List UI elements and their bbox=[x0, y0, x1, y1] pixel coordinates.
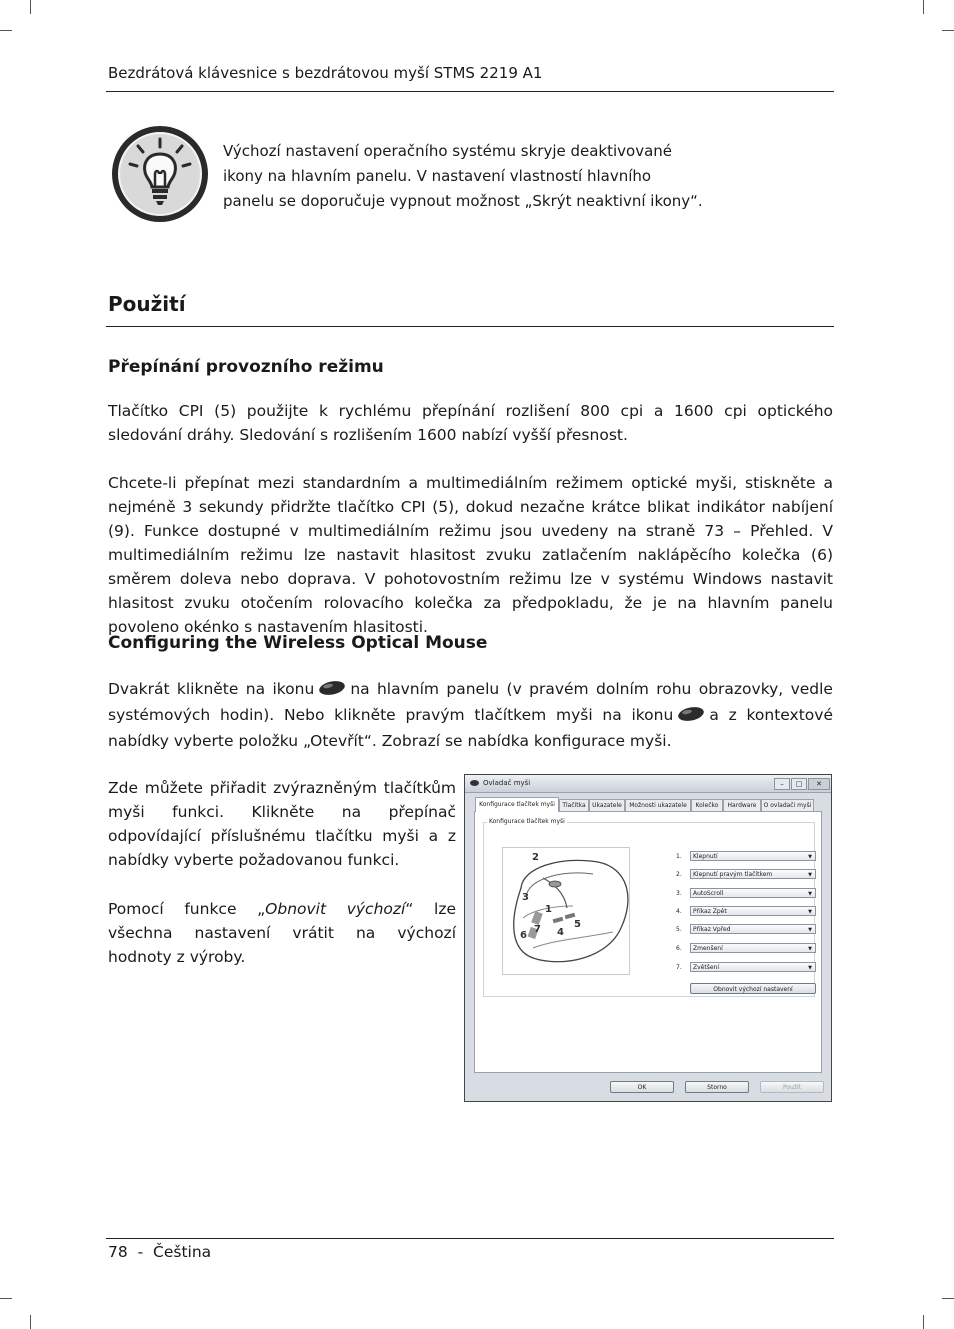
button-4-select[interactable] bbox=[690, 906, 816, 916]
crop-mark bbox=[0, 30, 12, 31]
mouse-diagram bbox=[502, 847, 630, 975]
dropdown-arrow-icon: ▼ bbox=[808, 927, 812, 933]
row-number: 5. bbox=[676, 926, 682, 933]
button-7-value: Zvětšení bbox=[693, 964, 719, 971]
lightbulb-icon bbox=[110, 124, 210, 224]
button-config-group bbox=[483, 822, 815, 997]
page-footer: 78 - Čeština bbox=[108, 1243, 212, 1261]
button-2-value: Klepnutí pravým tlačítkem bbox=[693, 871, 773, 878]
row-number: 3. bbox=[676, 890, 682, 897]
tab-button-config[interactable]: Konfigurace tlačítek myši bbox=[475, 797, 559, 812]
crop-mark bbox=[30, 0, 31, 14]
section-rule bbox=[106, 326, 834, 327]
config-text-a: Dvakrát klikněte na ikonu bbox=[108, 680, 315, 698]
dropdown-arrow-icon: ▼ bbox=[808, 965, 812, 971]
ok-button[interactable]: OK bbox=[610, 1081, 674, 1093]
mouse-label: 2 bbox=[532, 852, 539, 863]
apply-button[interactable]: Použít bbox=[760, 1081, 824, 1093]
button-5-value: Příkaz Vpřed bbox=[693, 926, 731, 933]
mode-switch-heading: Přepínání provozního režimu bbox=[108, 357, 384, 377]
close-button[interactable]: ✕ bbox=[808, 778, 830, 790]
crop-mark bbox=[0, 1298, 12, 1299]
mouse-tray-icon bbox=[677, 704, 705, 720]
dialog-titlebar bbox=[465, 775, 831, 793]
mode-switch-paragraph-2: Chcete-li přepínat mezi standardním a multimediálním režimem optické myši, stiskněte a nejméně 3 sekundy přidržte tlačítko CPI (5), dokud nezačne krátce blikat indikátor nabíjení (9). Funkce dostupné v multimediálním režimu jsou uvedeny na straně 73 – Přehled. V multimediálním režimu lze nastavit hlasitost zvuku zatlačením naklápěcího kolečka (6) směrem doleva nebo doprava. V pohotovostním režimu lze v systému Windows nastavit hlasitost zvuku otočením rolovacího kolečka za předpokladu, že je na hlavním panelu povoleno okénko s nastavením hlasitosti. bbox=[108, 474, 833, 636]
dialog-title: Ovladač myši bbox=[483, 779, 531, 787]
button-7-select[interactable] bbox=[690, 962, 816, 972]
maximize-button[interactable]: □ bbox=[791, 778, 807, 790]
button-4-value: Příkaz Zpět bbox=[693, 908, 727, 915]
button-2-select[interactable] bbox=[690, 869, 816, 879]
running-header: Bezdrátová klávesnice s bezdrátovou myší STMS 2219 A1 bbox=[108, 64, 543, 82]
mouse-label: 6 bbox=[520, 930, 527, 941]
minimize-button[interactable]: – bbox=[774, 778, 790, 790]
crop-mark bbox=[942, 30, 954, 31]
button-6-select[interactable] bbox=[690, 943, 816, 953]
tab-pointer-options[interactable]: Možnosti ukazatele bbox=[625, 799, 691, 811]
crop-mark bbox=[30, 1315, 31, 1329]
row-number: 6. bbox=[676, 945, 682, 952]
header-rule bbox=[106, 91, 834, 92]
tip-text: Výchozí nastavení operačního systému skryje deaktivované ikony na hlavním panelu. V nastavení vlastností hlavního panelu se doporučuje vypnout možnost „Skrýt neaktivní ikony“. bbox=[223, 142, 703, 210]
row-number: 4. bbox=[676, 908, 682, 915]
crop-mark bbox=[923, 1315, 924, 1329]
config-heading: Configuring the Wireless Optical Mouse bbox=[108, 633, 488, 653]
group-label: Konfigurace tlačítek myši bbox=[489, 818, 565, 825]
cancel-button[interactable]: Storno bbox=[685, 1081, 749, 1093]
footer-rule bbox=[106, 1238, 834, 1239]
dropdown-arrow-icon: ▼ bbox=[808, 891, 812, 897]
mouse-driver-dialog bbox=[464, 774, 832, 1102]
button-6-value: Zmenšení bbox=[693, 945, 723, 952]
tab-wheel[interactable]: Kolečko bbox=[691, 799, 723, 811]
button-5-select[interactable] bbox=[690, 924, 816, 934]
tab-buttons[interactable]: Tlačítka bbox=[559, 799, 589, 811]
config-text-c: a z kontextové nabídky vyberte položku „Otevřít“. Zobrazí se nabídka konfigurace myši. bbox=[108, 706, 833, 750]
crop-mark bbox=[923, 0, 924, 14]
mouse-tray-icon bbox=[318, 678, 346, 694]
mouse-icon bbox=[470, 780, 479, 786]
section-title: Použití bbox=[108, 292, 186, 316]
config-text-p3a: Pomocí funkce „ bbox=[108, 900, 266, 918]
button-3-select[interactable] bbox=[690, 888, 816, 898]
row-number: 1. bbox=[676, 853, 682, 860]
tab-about[interactable]: O ovladači myši bbox=[761, 799, 814, 811]
mouse-outline-icon bbox=[503, 848, 629, 974]
button-3-value: AutoScroll bbox=[693, 890, 724, 897]
mouse-label: 3 bbox=[522, 892, 529, 903]
row-number: 7. bbox=[676, 964, 682, 971]
mouse-label: 7 bbox=[534, 924, 541, 935]
tab-panel bbox=[474, 811, 822, 1073]
config-text-p3b: “ lze všechna nastavení vrátit na výchozí hodnoty z výroby. bbox=[108, 900, 456, 966]
dropdown-arrow-icon: ▼ bbox=[808, 946, 812, 952]
config-paragraph-3 bbox=[108, 897, 456, 969]
dropdown-arrow-icon: ▼ bbox=[808, 854, 812, 860]
tab-hardware[interactable]: Hardware bbox=[723, 799, 761, 811]
restore-defaults-button[interactable]: Obnovit výchozí nastavení bbox=[690, 983, 816, 994]
config-paragraph-1 bbox=[108, 676, 833, 754]
dropdown-arrow-icon: ▼ bbox=[808, 909, 812, 915]
restore-defaults-term: Obnovit výchozí bbox=[265, 900, 406, 918]
mouse-label: 4 bbox=[557, 927, 564, 938]
mouse-label: 1 bbox=[545, 904, 552, 915]
config-paragraph-2: Zde můžete přiřadit zvýrazněným tlačítkům myši funkci. Klikněte na přepínač odpovídající příslušnému tlačítku myši a z nabídky vyberte požadovanou funkci. bbox=[108, 779, 456, 869]
row-number: 2. bbox=[676, 871, 682, 878]
mode-switch-paragraph-1: Tlačítko CPI (5) použijte k rychlému přepínání rozlišení 800 cpi a 1600 cpi optického sledování dráhy. Sledování s rozlišením 1600 nabízí vyšší přesnost. bbox=[108, 402, 833, 444]
crop-mark bbox=[942, 1298, 954, 1299]
button-1-value: Klepnutí bbox=[693, 853, 718, 860]
mouse-label: 5 bbox=[574, 919, 581, 930]
dropdown-arrow-icon: ▼ bbox=[808, 872, 812, 878]
tab-pointers[interactable]: Ukazatele bbox=[589, 799, 625, 811]
button-1-select[interactable] bbox=[690, 851, 816, 861]
config-text-b: na hlavním panelu (v pravém dolním rohu obrazovky, vedle systémových hodin). Nebo klikněte pravým tlačítkem myši na ikonu bbox=[108, 680, 833, 724]
